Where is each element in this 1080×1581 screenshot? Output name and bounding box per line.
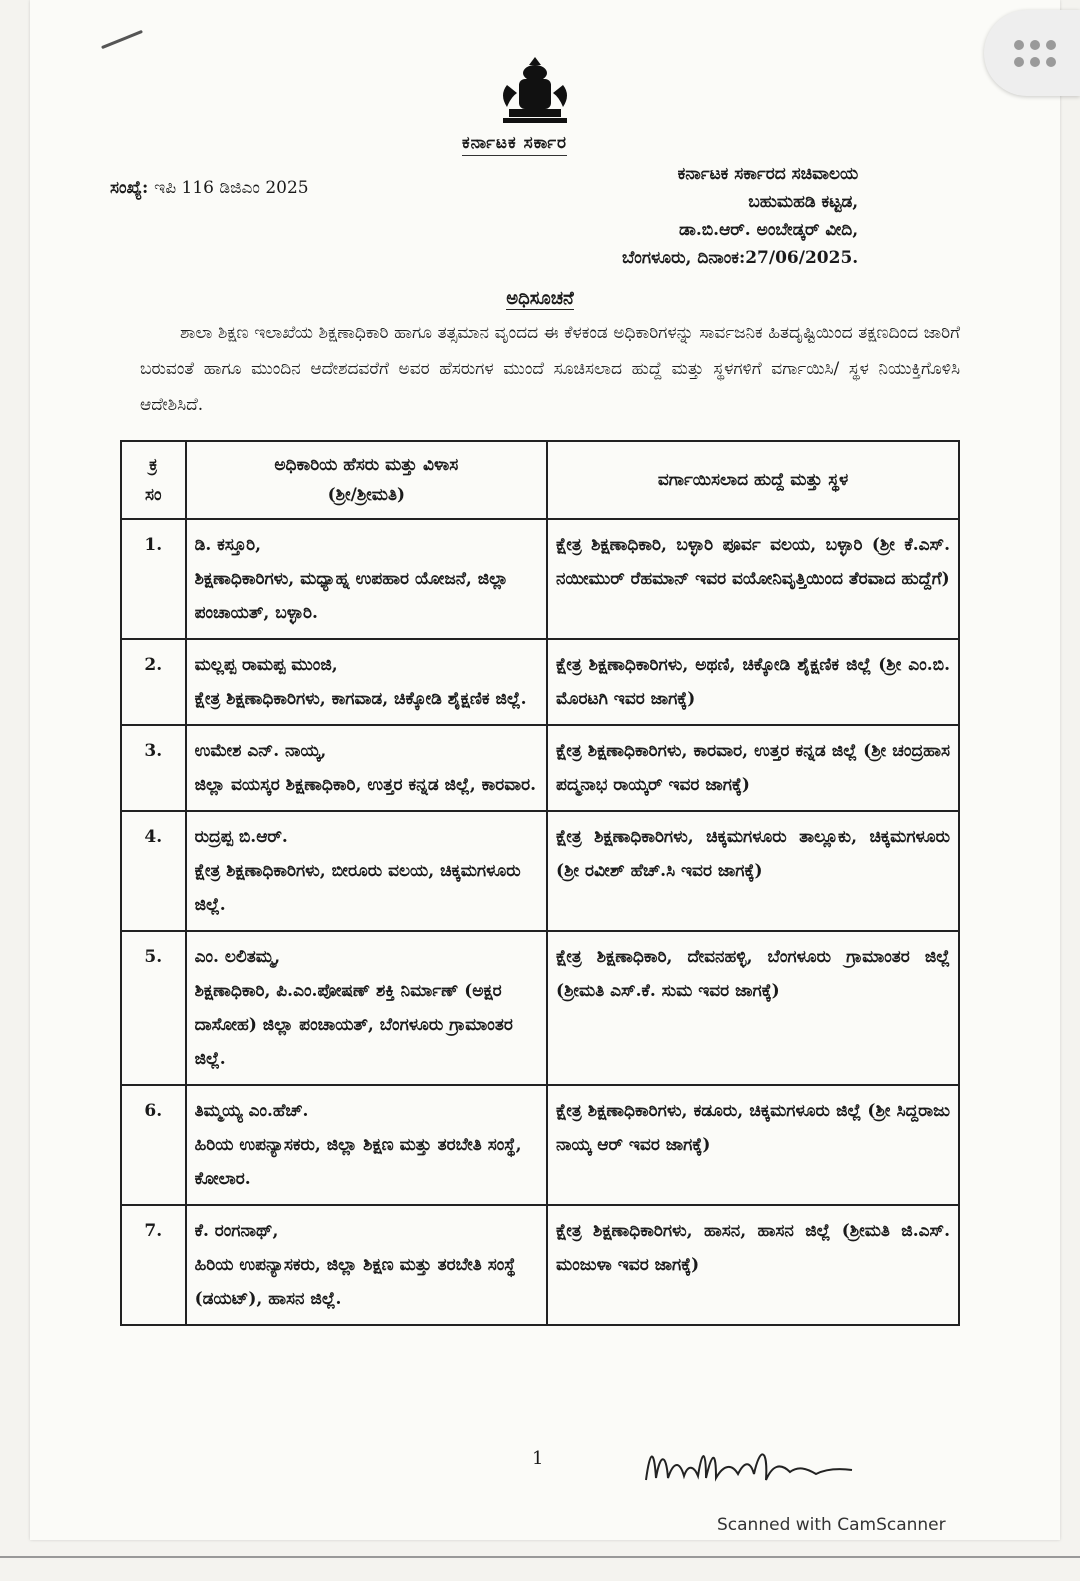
row-officer: [186, 519, 547, 639]
row-officer: [186, 811, 547, 931]
order-number-value: ಇಪಿ 116 ಡಿಜಿಎಂ 2025: [154, 178, 309, 198]
notification-title: [0, 288, 1080, 309]
transfer-table: [120, 440, 960, 1326]
row-serial: 5.: [121, 931, 186, 1085]
officer-address: ಕ್ಷೇತ್ರ ಶಿಕ್ಷಣಾಧಿಕಾರಿಗಳು, ಬೀರೂರು ವಲಯ, ಚಿಕ್ಕಮಗಳೂರು ಜಿಲ್ಲೆ.: [194, 861, 521, 915]
officer-address: ಶಿಕ್ಷಣಾಧಿಕಾರಿಗಳು, ಮಧ್ಯಾಹ್ನ ಉಪಹಾರ ಯೋಜನೆ, ಜಿಲ್ಲಾ ಪಂಚಾಯತ್, ಬಳ್ಳಾರಿ.: [194, 569, 509, 623]
row-post: ಕ್ಷೇತ್ರ ಶಿಕ್ಷಣಾಧಿಕಾರಿಗಳು, ಕಡೂರು, ಚಿಕ್ಕಮಗಳೂರು ಜಿಲ್ಲೆ (ಶ್ರೀ ಸಿದ್ದರಾಜು ನಾಯ್ಕ ಆರ್ ಇವರ ಜಾಗಕ್ಕೆ): [547, 1085, 959, 1205]
table-row: [121, 519, 959, 639]
header-name: [186, 441, 547, 519]
header-serial: [121, 441, 186, 519]
row-officer: [186, 725, 547, 811]
camscanner-watermark: Scanned with CamScanner: [717, 1515, 946, 1535]
row-post: ಕ್ಷೇತ್ರ ಶಿಕ್ಷಣಾಧಿಕಾರಿಗಳು, ಕಾರವಾರ, ಉತ್ತರ ಕನ್ನಡ ಜಿಲ್ಲೆ (ಶ್ರೀ ಚಂದ್ರಹಾಸ ಪದ್ಮನಾಭ ರಾಯ್ಕರ್ ಇವರ ಜಾಗಕ್ಕೆ): [547, 725, 959, 811]
header-serial-line2: ಸಂ: [145, 485, 162, 505]
officer-address: ಶಿಕ್ಷಣಾಧಿಕಾರಿ, ಪಿ.ಎಂ.ಪೋಷಣ್ ಶಕ್ತಿ ನಿರ್ಮಾಣ್ (ಅಕ್ಷರ ದಾಸೋಹ) ಜಿಲ್ಲಾ ಪಂಚಾಯತ್, ಬೆಂಗಳೂರು ಗ್ರಾಮಾಂತರ ಜಿಲ್ಲೆ.: [194, 981, 513, 1069]
more-options-button[interactable]: [984, 10, 1080, 96]
officer-address: ಕ್ಷೇತ್ರ ಶಿಕ್ಷಣಾಧಿಕಾರಿಗಳು, ಕಾಗವಾಡ, ಚಿಕ್ಕೋಡಿ ಶೈಕ್ಷಣಿಕ ಜಿಲ್ಲೆ.: [194, 689, 527, 709]
notification-title-text: ಅಧಿಸೂಚನೆ: [506, 288, 574, 309]
row-post: ಕ್ಷೇತ್ರ ಶಿಕ್ಷಣಾಧಿಕಾರಿಗಳು, ಅಥಣಿ, ಚಿಕ್ಕೋಡಿ ಶೈಕ್ಷಣಿಕ ಜಿಲ್ಲೆ (ಶ್ರೀ ಎಂ.ಬಿ. ಮೊರಟಗಿ ಇವರ ಜಾಗಕ್ಕೆ): [547, 639, 959, 725]
table-row: [121, 1205, 959, 1325]
address-line: ಕರ್ನಾಟಕ ಸರ್ಕಾರದ ಸಚಿವಾಲಯ: [677, 164, 859, 184]
row-serial: 6.: [121, 1085, 186, 1205]
karnataka-emblem-icon: [495, 55, 575, 125]
row-post: ಕ್ಷೇತ್ರ ಶಿಕ್ಷಣಾಧಿಕಾರಿ, ದೇವನಹಳ್ಳಿ, ಬೆಂಗಳೂರು ಗ್ರಾಮಾಂತರ ಜಿಲ್ಲೆ (ಶ್ರೀಮತಿ ಎಸ್.ಕೆ. ಸುಮ ಇವರ ಜಾಗಕ್ಕೆ): [547, 931, 959, 1085]
table-row: [121, 931, 959, 1085]
more-dots-icon: [1014, 40, 1058, 68]
officer-name: ಡಿ. ಕಸ್ತೂರಿ,: [194, 535, 262, 555]
row-officer: [186, 1085, 547, 1205]
row-post: ಕ್ಷೇತ್ರ ಶಿಕ್ಷಣಾಧಿಕಾರಿ, ಬಳ್ಳಾರಿ ಪೂರ್ವ ವಲಯ, ಬಳ್ಳಾರಿ (ಶ್ರೀ ಕೆ.ಎಸ್. ನಯೀಮುರ್ ರೆಹಮಾನ್ ಇವರ ವಯೋನಿವೃತ್ತಿಯಿಂದ ತೆರವಾದ ಹುದ್ದೆಗೆ): [547, 519, 959, 639]
table-row: [121, 1085, 959, 1205]
officer-name: ತಿಮ್ಮಯ್ಯ ಎಂ.ಹೆಚ್.: [194, 1101, 309, 1121]
officer-name: ಎಂ. ಲಲಿತಮ್ಮ,: [194, 947, 281, 967]
officer-address: ಹಿರಿಯ ಉಪನ್ಯಾಸಕರು, ಜಿಲ್ಲಾ ಶಿಕ್ಷಣ ಮತ್ತು ತರಬೇತಿ ಸಂಸ್ಥೆ (ಡಯಟ್), ಹಾಸನ ಜಿಲ್ಲೆ.: [194, 1255, 516, 1309]
officer-name: ಕೆ. ರಂಗನಾಥ್,: [194, 1221, 279, 1241]
pen-mark: [101, 30, 143, 49]
row-serial: 2.: [121, 639, 186, 725]
row-officer: [186, 639, 547, 725]
officer-name: ಮಲ್ಲಪ್ಪ ರಾಮಪ್ಪ ಮುಂಜಿ,: [194, 655, 338, 675]
officer-address: ಹಿರಿಯ ಉಪನ್ಯಾಸಕರು, ಜಿಲ್ಲಾ ಶಿಕ್ಷಣ ಮತ್ತು ತರಬೇತಿ ಸಂಸ್ಥೆ, ಕೋಲಾರ.: [194, 1135, 522, 1189]
header-post: ವರ್ಗಾಯಿಸಲಾದ ಹುದ್ದೆ ಮತ್ತು ಸ್ಥಳ: [547, 441, 959, 519]
order-label: ಸಂಖ್ಯೆ:: [110, 178, 149, 198]
header-name-line1: ಅಧಿಕಾರಿಯ ಹೆಸರು ಮತ್ತು ವಿಳಾಸ: [274, 455, 459, 475]
officer-name: ರುದ್ರಪ್ಪ ಬಿ.ಆರ್.: [194, 827, 288, 847]
row-serial: 1.: [121, 519, 186, 639]
address-line: ಡಾ.ಬಿ.ಆರ್. ಅಂಬೇಡ್ಕರ್ ವೀದಿ,: [679, 220, 859, 240]
order-number: [110, 178, 309, 198]
officer-name: ಉಮೇಶ ಎನ್. ನಾಯ್ಕ,: [194, 741, 327, 761]
table-header-row: [121, 441, 959, 519]
government-name: ಕರ್ನಾಟಕ ಸರ್ಕಾರ: [462, 133, 567, 156]
row-post: ಕ್ಷೇತ್ರ ಶಿಕ್ಷಣಾಧಿಕಾರಿಗಳು, ಚಿಕ್ಕಮಗಳೂರು ತಾಲ್ಲೂಕು, ಚಿಕ್ಕಮಗಳೂರು (ಶ್ರೀ ರವೀಶ್ ಹೆಚ್.ಸಿ ಇವರ ಜಾಗಕ್ಕೆ): [547, 811, 959, 931]
notification-body: ಶಾಲಾ ಶಿಕ್ಷಣ ಇಲಾಖೆಯ ಶಿಕ್ಷಣಾಧಿಕಾರಿ ಹಾಗೂ ತತ್ಸಮಾನ ವೃಂದದ ಈ ಕೆಳಕಂಡ ಅಧಿಕಾರಿಗಳನ್ನು ಸಾರ್ವಜನಿಕ ಹಿತದೃಷ್ಟಿಯಿಂದ ತಕ್ಷಣದಿಂದ ಜಾರಿಗೆ ಬರುವಂತೆ ಹಾಗೂ ಮುಂದಿನ ಆದೇಶದವರೆಗೆ ಅವರ ಹೆಸರುಗಳ ಮುಂದೆ ಸೂಚಿಸಲಾದ ಹುದ್ದೆ ಮತ್ತು ಸ್ಥಳಗಳಿಗೆ ವರ್ಗಾಯಿಸಿ/ ಸ್ಥಳ ನಿಯುಕ್ತಿಗೊಳಿಸಿ ಆದೇಶಿಸಿದೆ.: [140, 323, 960, 415]
address-date-line: ಬೆಂಗಳೂರು, ದಿನಾಂಕ:27/06/2025.: [622, 248, 859, 268]
officer-address: ಜಿಲ್ಲಾ ವಯಸ್ಕರ ಶಿಕ್ಷಣಾಧಿಕಾರಿ, ಉತ್ತರ ಕನ್ನಡ ಜಿಲ್ಲೆ, ಕಾರವಾರ.: [194, 775, 537, 795]
table-row: [121, 725, 959, 811]
header-serial-line1: ಕ್ರ: [149, 455, 158, 475]
signature-icon: [640, 1440, 860, 1490]
row-serial: 3.: [121, 725, 186, 811]
header-name-line2: (ಶ್ರೀ/ಶ್ರೀಮತಿ): [327, 485, 406, 505]
row-officer: [186, 1205, 547, 1325]
table-row: [121, 639, 959, 725]
office-address: [622, 160, 858, 272]
address-line: ಬಹುಮಹಡಿ ಕಟ್ಟಡ,: [748, 192, 859, 212]
row-officer: [186, 931, 547, 1085]
table-row: [121, 811, 959, 931]
page-number: 1: [532, 1448, 544, 1469]
bottom-divider: [0, 1556, 1080, 1558]
row-post: ಕ್ಷೇತ್ರ ಶಿಕ್ಷಣಾಧಿಕಾರಿಗಳು, ಹಾಸನ, ಹಾಸನ ಜಿಲ್ಲೆ (ಶ್ರೀಮತಿ ಜಿ.ಎಸ್. ಮಂಜುಳಾ ಇವರ ಜಾಗಕ್ಕೆ): [547, 1205, 959, 1325]
row-serial: 7.: [121, 1205, 186, 1325]
row-serial: 4.: [121, 811, 186, 931]
